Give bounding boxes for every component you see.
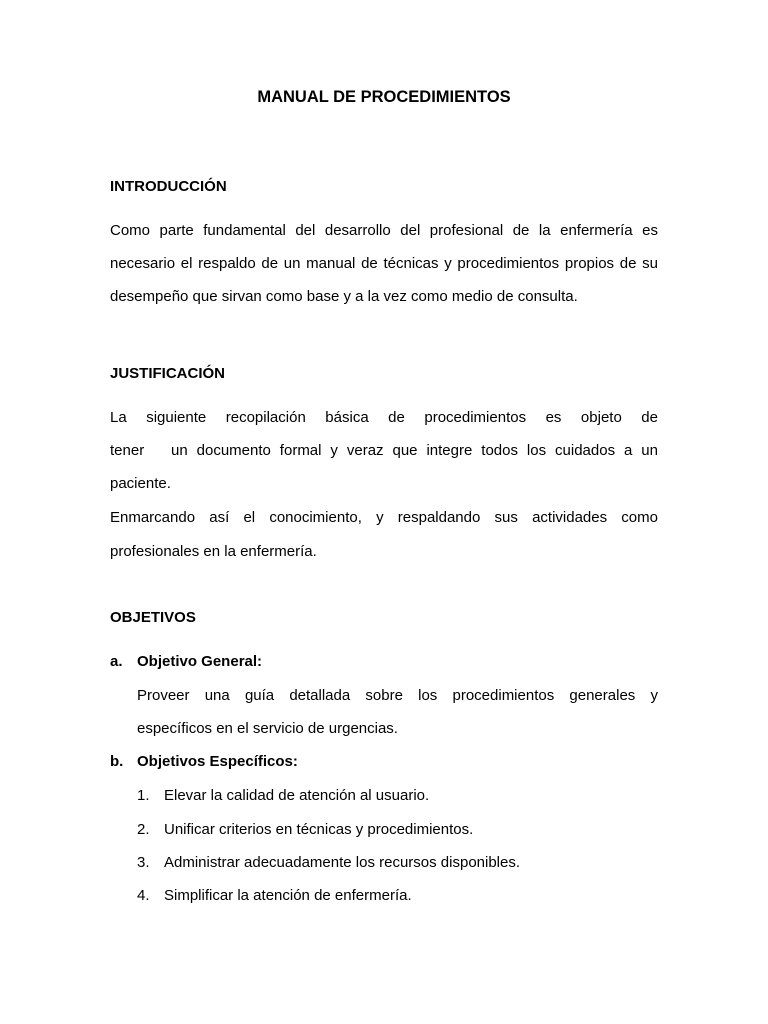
list-item: Elevar la calidad de atención al usuario.	[164, 787, 430, 804]
paragraph-line: necesario el respaldo de un manual de técnicas y procedimientos propios de su	[110, 255, 658, 272]
list-number: 3.	[137, 854, 150, 871]
paragraph-line: Como parte fundamental del desarrollo del profesional de la enfermería es	[110, 222, 658, 239]
list-marker: a.	[110, 653, 123, 670]
section-heading-objetivos: OBJETIVOS	[110, 609, 196, 626]
paragraph-line: desempeño que sirvan como base y a la vez como medio de consulta.	[110, 288, 578, 305]
paragraph-line: específicos en el servicio de urgencias.	[137, 720, 398, 737]
list-marker: b.	[110, 753, 124, 770]
paragraph-line: La siguiente recopilación básica de procedimientos es objeto de	[110, 409, 658, 426]
list-number: 1.	[137, 787, 150, 804]
objetivos-especificos-label: Objetivos Específicos:	[137, 753, 298, 770]
paragraph-line: paciente.	[110, 475, 171, 492]
list-number: 2.	[137, 821, 150, 838]
objetivo-general-label: Objetivo General:	[137, 653, 263, 670]
list-number: 4.	[137, 887, 150, 904]
section-heading-justificacion: JUSTIFICACIÓN	[110, 365, 226, 382]
list-item: Unificar criterios en técnicas y procedimientos.	[164, 821, 474, 838]
section-heading-introduccion: INTRODUCCIÓN	[110, 178, 227, 195]
document-title: MANUAL DE PROCEDIMIENTOS	[257, 88, 511, 106]
paragraph-line: Enmarcando así el conocimiento, y respaldando sus actividades como	[110, 509, 658, 526]
paragraph-line: profesionales en la enfermería.	[110, 543, 317, 560]
list-item: Administrar adecuadamente los recursos disponibles.	[164, 854, 521, 871]
paragraph-line: Proveer una guía detallada sobre los procedimientos generales y	[137, 687, 658, 704]
paragraph-line: tener un documento formal y veraz que integre todos los cuidados a un	[110, 442, 658, 459]
list-item: Simplificar la atención de enfermería.	[164, 887, 412, 904]
